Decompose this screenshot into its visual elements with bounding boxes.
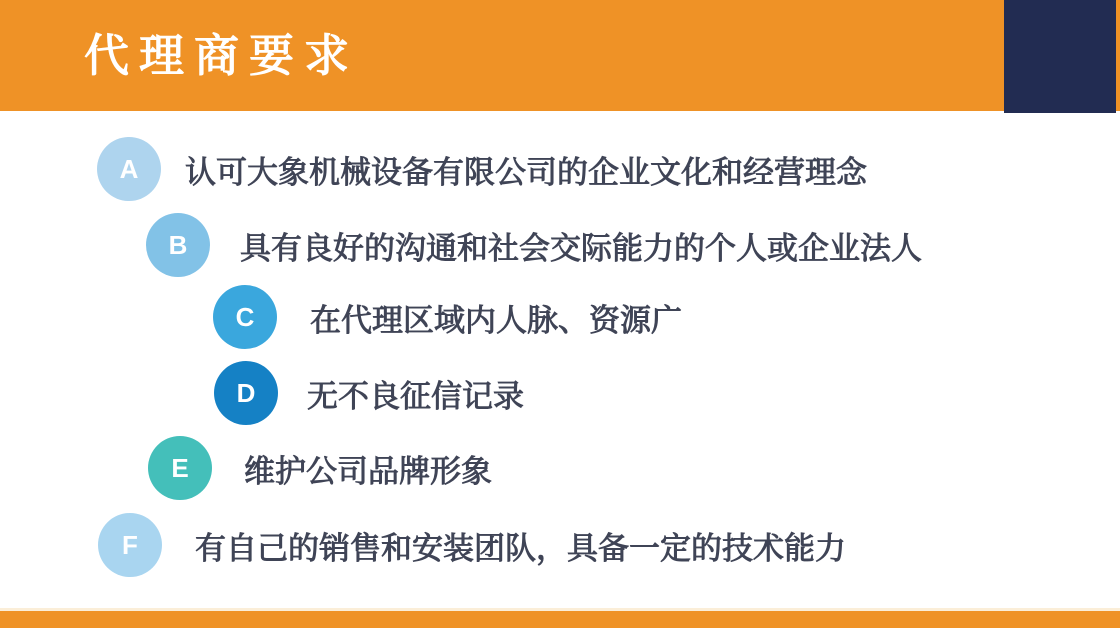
letter-badge	[213, 285, 277, 349]
letter-badge	[214, 361, 278, 425]
letter-badge	[98, 513, 162, 577]
badge-letter: D	[236, 377, 256, 408]
letter-badge	[146, 213, 210, 277]
badge-letter: E	[171, 452, 189, 483]
requirement-item	[214, 361, 524, 425]
letter-badge	[148, 436, 212, 500]
letter-badge	[97, 137, 161, 201]
page-title: 代理商要求	[84, 30, 360, 81]
requirement-item	[148, 436, 492, 500]
badge-letter: F	[122, 529, 138, 560]
requirement-item	[97, 137, 867, 201]
requirement-text: 在代理区域内人脉、资源广	[310, 302, 682, 338]
requirement-item	[146, 213, 922, 277]
badge-letter: C	[235, 301, 255, 332]
requirement-text: 认可大象机械设备有限公司的企业文化和经营理念	[185, 154, 867, 190]
requirement-text: 具有良好的沟通和社会交际能力的个人或企业法人	[240, 230, 922, 266]
requirement-text: 无不良征信记录	[307, 378, 524, 414]
requirement-item	[213, 285, 682, 349]
footer-bar	[0, 608, 1120, 628]
requirement-text: 有自己的销售和安装团队，具备一定的技术能力	[195, 530, 846, 566]
requirement-item	[98, 513, 846, 577]
badge-letter: A	[119, 153, 139, 184]
requirement-text: 维护公司品牌形象	[244, 453, 492, 489]
badge-letter: B	[168, 229, 188, 260]
